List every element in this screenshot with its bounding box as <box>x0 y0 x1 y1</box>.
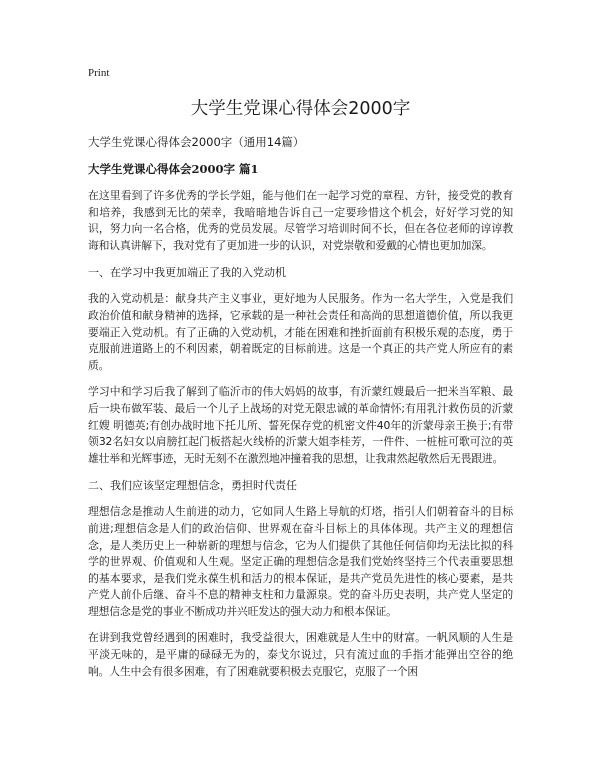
document-subtitle: 大学生党课心得体会2000字（通用14篇） <box>88 135 305 149</box>
section-heading: 大学生党课心得体会2000字 篇1 <box>88 162 259 176</box>
document-page <box>88 66 513 690</box>
paragraph-hardship: 在讲到我党曾经遇到的困难时，我受益很大，困难就是人生中的财富。一帆风顺的人生是平淡无味的，是平庸的碌碌无为的，泰戈尔说过，只有流过血的手指才能弹出空谷的绝响。人生中会有很多困难，有了困难就要积极去克服它，克服了一个困 <box>88 631 513 678</box>
sub-heading-motive: 一、在学习中我更加端正了我的入党动机 <box>88 266 286 280</box>
paragraph-motive: 我的入党动机是：献身共产主义事业，更好地为人民服务。作为一名大学生，入党是我们政治价值和献身精神的选择，它承载的是一种社会责任和高尚的思想道德价值，所以我更要端正入党动机。有了正确的入党动机，才能在困难和挫折面前有积极乐观的态度，勇于克服前进道路上的不利因素，朝着既定的目标前进。这是一个真正的共产党人所应有的素质。 <box>88 292 513 372</box>
document-title: 大学生党课心得体会2000字 <box>190 99 411 119</box>
paragraph-story: 学习中和学习后我了解到了临沂市的伟大妈妈的故事，有沂蒙红嫂最后一把米当军粮、最后一块布做军装、最后一个儿子上战场的对党无限忠诚的革命情怀;有用乳汁救伤员的沂蒙红嫂 明德英;有创办战时地下托儿所、誓死保存党的机密文件40年的沂蒙母亲王换于;有带领32名妇女以肩膀扛起门板搭起火线桥的沂蒙大姐李桂芳，一件件、一桩桩可歌可泣的英雄壮举和光辉事迹，无时无刻不在激烈地冲撞着我的思想，让我肃然起敬然后无畏跟进。 <box>88 385 513 465</box>
paragraph-intro: 在这里看到了许多优秀的学长学姐，能与他们在一起学习党的章程、方针，接受党的教育和培养，我感到无比的荣幸，我暗暗地告诉自己一定要珍惜这个机会，好好学习党的知识，努力向一名合格，优秀的党员发展。尽管学习培训时间不长，但在各位老师的谆谆教诲和认真讲解下，我对党有了更加进一步的认识，对党崇敬和爱戴的心情也更加加深。 <box>88 189 513 252</box>
paragraph-ideal: 理想信念是推动人生前进的动力，它如同人生路上导航的灯塔，指引人们朝着奋斗的目标前进;理想信念是人们的政治信仰、世界观在奋斗目标上的具体体现。共产主义的理想信念，是人类历史上一种崭新的理想与信念，它为人们提供了其他任何信仰均无法比拟的科学的世界观、价值观和人生观。坚定正确的理想信念是我们党始终坚持三个代表重要思想的基本要求，是我们党永葆生机和活力的根本保证，是共产党员先进性的核心要素，是共产党人前仆后继、奋斗不息的精神支柱和力量源泉。党的奋斗历史表明，共产党人坚定的理想信念是党的事业不断成功并兴旺发达的强大动力和根本保证。 <box>88 505 513 618</box>
print-link[interactable]: Print <box>88 67 110 79</box>
sub-heading-ideal: 二、我们应该坚定理想信念，勇担时代责任 <box>88 479 297 493</box>
